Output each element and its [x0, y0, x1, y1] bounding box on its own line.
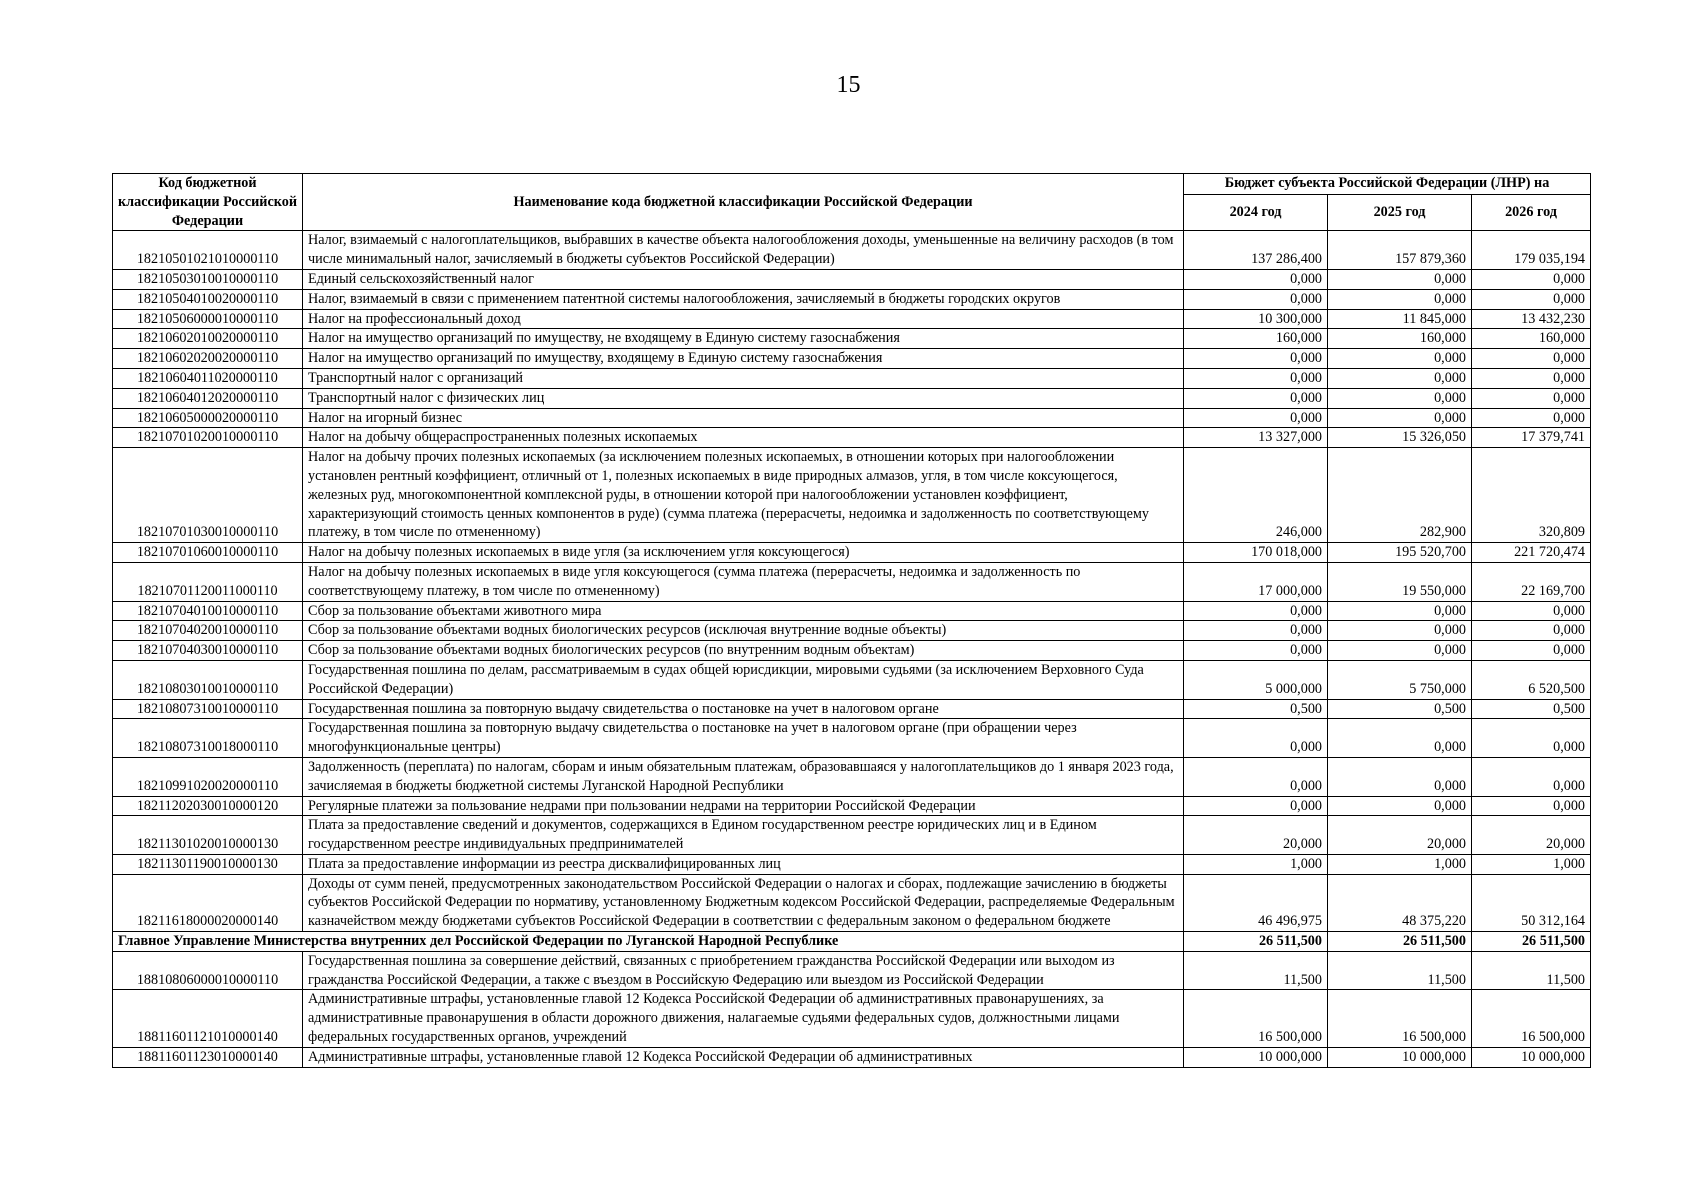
page-number: 15 — [836, 72, 861, 98]
amount-2025-cell: 160,000 — [1328, 329, 1472, 349]
classification-name-cell: Государственная пошлина по делам, рассматриваемым в судах общей юрисдикции, мировыми судьями (за исключением Верховного Суда Российской Федерации) — [303, 660, 1184, 699]
section-row — [113, 932, 1591, 952]
budget-code-cell: 18211301190010000130 — [113, 854, 303, 874]
amount-2026-cell: 13 432,230 — [1472, 309, 1591, 329]
table-row — [113, 660, 1591, 699]
budget-code-cell: 18210701060010000110 — [113, 543, 303, 563]
table-row — [113, 309, 1591, 329]
table-row — [113, 329, 1591, 349]
amount-2025-cell: 11 845,000 — [1328, 309, 1472, 329]
name-column-header: Наименование кода бюджетной классификации Российской Федерации — [303, 174, 1184, 231]
budget-code-cell: 18210807310018000110 — [113, 719, 303, 758]
amount-2024-cell: 0,000 — [1184, 269, 1328, 289]
budget-code-cell: 18210807310010000110 — [113, 699, 303, 719]
amount-2025-cell: 19 550,000 — [1328, 562, 1472, 601]
table-row — [113, 289, 1591, 309]
amount-2026-cell: 0,000 — [1472, 269, 1591, 289]
amount-2025-cell: 11,500 — [1328, 951, 1472, 990]
table-row — [113, 757, 1591, 796]
budget-code-cell: 18210704010010000110 — [113, 601, 303, 621]
amount-2025-cell: 282,900 — [1328, 448, 1472, 543]
classification-name-cell: Транспортный налог с организаций — [303, 368, 1184, 388]
code-column-header: Код бюджетной классификации Российской Федерации — [113, 174, 303, 231]
amount-2024-cell: 5 000,000 — [1184, 660, 1328, 699]
amount-2025-cell: 0,000 — [1328, 408, 1472, 428]
amount-2026-cell: 0,000 — [1472, 289, 1591, 309]
classification-name-cell: Административные штрафы, установленные главой 12 Кодекса Российской Федерации об административных правонарушениях, за административные правонарушения в области дорожного движения, налагаемые судьями федеральных судов, должностными лицами федеральных государственных органов, учреждений — [303, 990, 1184, 1047]
amount-2026-cell: 160,000 — [1472, 329, 1591, 349]
amount-2026-cell: 22 169,700 — [1472, 562, 1591, 601]
amount-2024-cell: 0,000 — [1184, 641, 1328, 661]
amount-2026-cell: 0,000 — [1472, 349, 1591, 369]
amount-2024-cell: 246,000 — [1184, 448, 1328, 543]
table-row — [113, 816, 1591, 855]
amount-2024-cell: 16 500,000 — [1184, 990, 1328, 1047]
table-row — [113, 990, 1591, 1047]
budget-group-header: Бюджет субъекта Российской Федерации (ЛНР) на — [1184, 174, 1591, 195]
amount-2025-cell: 0,000 — [1328, 757, 1472, 796]
table-row — [113, 388, 1591, 408]
table-row — [113, 368, 1591, 388]
table-row — [113, 641, 1591, 661]
table-row — [113, 408, 1591, 428]
amount-2026-cell: 0,000 — [1472, 796, 1591, 816]
budget-code-cell: 18210501021010000110 — [113, 231, 303, 270]
section-title: Главное Управление Министерства внутренних дел Российской Федерации по Луганской Народной Республике — [113, 932, 1184, 952]
amount-2024-cell: 0,000 — [1184, 757, 1328, 796]
amount-2024-cell: 20,000 — [1184, 816, 1328, 855]
classification-name-cell: Доходы от сумм пеней, предусмотренных законодательством Российской Федерации о налогах и сборах, подлежащие зачислению в бюджеты субъектов Российской Федерации по нормативу, установленному Бюджетным кодексом Российской Федерации, распределяемые Федеральным казначейством между бюджетами субъектов Российской Федерации в соответствии с федеральным законом о федеральном бюджете — [303, 874, 1184, 931]
amount-2026-cell: 0,000 — [1472, 719, 1591, 758]
amount-2026-cell: 26 511,500 — [1472, 932, 1591, 952]
amount-2026-cell: 6 520,500 — [1472, 660, 1591, 699]
amount-2025-cell: 20,000 — [1328, 816, 1472, 855]
amount-2024-cell: 26 511,500 — [1184, 932, 1328, 952]
year-2026-header: 2026 год — [1472, 194, 1591, 231]
budget-code-cell: 18210991020020000110 — [113, 757, 303, 796]
amount-2025-cell: 1,000 — [1328, 854, 1472, 874]
amount-2024-cell: 46 496,975 — [1184, 874, 1328, 931]
budget-code-cell: 18211618000020000140 — [113, 874, 303, 931]
amount-2024-cell: 1,000 — [1184, 854, 1328, 874]
amount-2025-cell: 0,000 — [1328, 641, 1472, 661]
amount-2024-cell: 10 000,000 — [1184, 1047, 1328, 1067]
classification-name-cell: Налог на добычу прочих полезных ископаемых (за исключением полезных ископаемых, в отношении которых при налогообложении установлен рентный коэффициент, отличный от 1, полезных ископаемых в виде природных алмазов, угля, в том числе коксующегося, железных руд, многокомпонентной комплексной руды, в отношении которой при налогообложении установлен коэффициент, характеризующий стоимость ценных компонентов в руде) (сумма платежа (перерасчеты, недоимка и задолженность по соответствующему платежу, в том числе по отмененному) — [303, 448, 1184, 543]
amount-2025-cell: 0,000 — [1328, 719, 1472, 758]
classification-name-cell: Налог на имущество организаций по имуществу, не входящему в Единую систему газоснабжения — [303, 329, 1184, 349]
amount-2024-cell: 10 300,000 — [1184, 309, 1328, 329]
table-row — [113, 719, 1591, 758]
classification-name-cell: Административные штрафы, установленные главой 12 Кодекса Российской Федерации об административных — [303, 1047, 1184, 1067]
table-row — [113, 231, 1591, 270]
year-2025-header: 2025 год — [1328, 194, 1472, 231]
classification-name-cell: Налог, взимаемый с налогоплательщиков, выбравших в качестве объекта налогообложения доходы, уменьшенные на величину расходов (в том числе минимальный налог, зачисляемый в бюджеты субъектов Российской Федерации) — [303, 231, 1184, 270]
classification-name-cell: Плата за предоставление сведений и документов, содержащихся в Едином государственном реестре юридических лиц и в Едином государственном реестре индивидуальных предпринимателей — [303, 816, 1184, 855]
amount-2026-cell: 50 312,164 — [1472, 874, 1591, 931]
budget-code-cell: 18210605000020000110 — [113, 408, 303, 428]
budget-code-cell: 18210503010010000110 — [113, 269, 303, 289]
amount-2024-cell: 17 000,000 — [1184, 562, 1328, 601]
amount-2026-cell: 0,000 — [1472, 408, 1591, 428]
amount-2026-cell: 0,000 — [1472, 757, 1591, 796]
classification-name-cell: Налог на добычу полезных ископаемых в виде угля коксующегося (сумма платежа (перерасчеты, недоимка и задолженность по соответствующему платежу, в том числе по отмененному) — [303, 562, 1184, 601]
amount-2026-cell: 0,000 — [1472, 601, 1591, 621]
classification-name-cell: Сбор за пользование объектами водных биологических ресурсов (по внутренним водным объектам) — [303, 641, 1184, 661]
amount-2026-cell: 0,000 — [1472, 368, 1591, 388]
table-row — [113, 854, 1591, 874]
amount-2025-cell: 0,500 — [1328, 699, 1472, 719]
table-row — [113, 349, 1591, 369]
amount-2025-cell: 0,000 — [1328, 601, 1472, 621]
budget-code-cell: 18210604012020000110 — [113, 388, 303, 408]
classification-name-cell: Сбор за пользование объектами животного мира — [303, 601, 1184, 621]
amount-2024-cell: 0,000 — [1184, 719, 1328, 758]
classification-name-cell: Сбор за пользование объектами водных биологических ресурсов (исключая внутренние водные объекты) — [303, 621, 1184, 641]
table-row — [113, 621, 1591, 641]
classification-name-cell: Налог, взимаемый в связи с применением патентной системы налогообложения, зачисляемый в бюджеты городских округов — [303, 289, 1184, 309]
budget-code-cell: 18811601121010000140 — [113, 990, 303, 1047]
amount-2024-cell: 0,000 — [1184, 368, 1328, 388]
amount-2024-cell: 0,000 — [1184, 408, 1328, 428]
amount-2026-cell: 1,000 — [1472, 854, 1591, 874]
amount-2025-cell: 5 750,000 — [1328, 660, 1472, 699]
amount-2025-cell: 16 500,000 — [1328, 990, 1472, 1047]
amount-2025-cell: 195 520,700 — [1328, 543, 1472, 563]
year-2024-header: 2024 год — [1184, 194, 1328, 231]
amount-2024-cell: 0,000 — [1184, 796, 1328, 816]
classification-name-cell: Налог на добычу полезных ископаемых в виде угля (за исключением угля коксующегося) — [303, 543, 1184, 563]
amount-2026-cell: 16 500,000 — [1472, 990, 1591, 1047]
amount-2026-cell: 11,500 — [1472, 951, 1591, 990]
table-row — [113, 448, 1591, 543]
amount-2026-cell: 0,000 — [1472, 621, 1591, 641]
amount-2026-cell: 221 720,474 — [1472, 543, 1591, 563]
classification-name-cell: Налог на профессиональный доход — [303, 309, 1184, 329]
amount-2024-cell: 11,500 — [1184, 951, 1328, 990]
amount-2024-cell: 137 286,400 — [1184, 231, 1328, 270]
amount-2024-cell: 0,000 — [1184, 621, 1328, 641]
table-row — [113, 796, 1591, 816]
amount-2024-cell: 160,000 — [1184, 329, 1328, 349]
classification-name-cell: Транспортный налог с физических лиц — [303, 388, 1184, 408]
budget-code-cell: 18210506000010000110 — [113, 309, 303, 329]
amount-2026-cell: 10 000,000 — [1472, 1047, 1591, 1067]
amount-2025-cell: 15 326,050 — [1328, 428, 1472, 448]
budget-code-cell: 18211202030010000120 — [113, 796, 303, 816]
amount-2026-cell: 320,809 — [1472, 448, 1591, 543]
classification-name-cell: Государственная пошлина за совершение действий, связанных с приобретением гражданства Российской Федерации или выходом из гражданства Российской Федерации, а также с въездом в Российскую Федерацию или выездом из Российской Федерации — [303, 951, 1184, 990]
amount-2024-cell: 0,500 — [1184, 699, 1328, 719]
classification-name-cell: Налог на игорный бизнес — [303, 408, 1184, 428]
table-row — [113, 428, 1591, 448]
amount-2026-cell: 0,000 — [1472, 641, 1591, 661]
table-body — [113, 231, 1591, 1067]
amount-2025-cell: 0,000 — [1328, 349, 1472, 369]
classification-name-cell: Государственная пошлина за повторную выдачу свидетельства о постановке на учет в налоговом органе (при обращении через многофункциональные центры) — [303, 719, 1184, 758]
amount-2024-cell: 0,000 — [1184, 349, 1328, 369]
budget-code-cell: 18210701120011000110 — [113, 562, 303, 601]
classification-name-cell: Государственная пошлина за повторную выдачу свидетельства о постановке на учет в налоговом органе — [303, 699, 1184, 719]
budget-code-cell: 18210803010010000110 — [113, 660, 303, 699]
amount-2024-cell: 13 327,000 — [1184, 428, 1328, 448]
budget-code-cell: 18210604011020000110 — [113, 368, 303, 388]
amount-2026-cell: 17 379,741 — [1472, 428, 1591, 448]
amount-2024-cell: 170 018,000 — [1184, 543, 1328, 563]
amount-2026-cell: 179 035,194 — [1472, 231, 1591, 270]
amount-2025-cell: 0,000 — [1328, 368, 1472, 388]
amount-2024-cell: 0,000 — [1184, 601, 1328, 621]
budget-table — [112, 173, 1591, 1068]
table-row — [113, 543, 1591, 563]
classification-name-cell: Плата за предоставление информации из реестра дисквалифицированных лиц — [303, 854, 1184, 874]
amount-2025-cell: 157 879,360 — [1328, 231, 1472, 270]
amount-2024-cell: 0,000 — [1184, 388, 1328, 408]
amount-2026-cell: 0,500 — [1472, 699, 1591, 719]
budget-code-cell: 18811601123010000140 — [113, 1047, 303, 1067]
amount-2024-cell: 0,000 — [1184, 289, 1328, 309]
budget-code-cell: 18210701020010000110 — [113, 428, 303, 448]
budget-code-cell: 18210701030010000110 — [113, 448, 303, 543]
table-row — [113, 601, 1591, 621]
amount-2025-cell: 48 375,220 — [1328, 874, 1472, 931]
amount-2026-cell: 0,000 — [1472, 388, 1591, 408]
amount-2025-cell: 0,000 — [1328, 621, 1472, 641]
table-row — [113, 562, 1591, 601]
table-row — [113, 699, 1591, 719]
classification-name-cell: Регулярные платежи за пользование недрами при пользовании недрами на территории Российской Федерации — [303, 796, 1184, 816]
table-row — [113, 951, 1591, 990]
amount-2025-cell: 0,000 — [1328, 289, 1472, 309]
table-row — [113, 1047, 1591, 1067]
amount-2026-cell: 20,000 — [1472, 816, 1591, 855]
amount-2025-cell: 0,000 — [1328, 796, 1472, 816]
budget-code-cell: 18210704020010000110 — [113, 621, 303, 641]
amount-2025-cell: 10 000,000 — [1328, 1047, 1472, 1067]
classification-name-cell: Задолженность (переплата) по налогам, сборам и иным обязательным платежам, образовавшаяся у налогоплательщиков до 1 января 2023 года, зачисляемая в бюджеты бюджетной системы Луганской Народной Республики — [303, 757, 1184, 796]
budget-code-cell: 18210504010020000110 — [113, 289, 303, 309]
amount-2025-cell: 0,000 — [1328, 388, 1472, 408]
amount-2025-cell: 0,000 — [1328, 269, 1472, 289]
classification-name-cell: Налог на добычу общераспространенных полезных ископаемых — [303, 428, 1184, 448]
amount-2025-cell: 26 511,500 — [1328, 932, 1472, 952]
table-row — [113, 269, 1591, 289]
budget-code-cell: 18210602020020000110 — [113, 349, 303, 369]
classification-name-cell: Единый сельскохозяйственный налог — [303, 269, 1184, 289]
budget-code-cell: 18210704030010000110 — [113, 641, 303, 661]
budget-code-cell: 18810806000010000110 — [113, 951, 303, 990]
table-row — [113, 874, 1591, 931]
budget-code-cell: 18211301020010000130 — [113, 816, 303, 855]
classification-name-cell: Налог на имущество организаций по имуществу, входящему в Единую систему газоснабжения — [303, 349, 1184, 369]
budget-code-cell: 18210602010020000110 — [113, 329, 303, 349]
